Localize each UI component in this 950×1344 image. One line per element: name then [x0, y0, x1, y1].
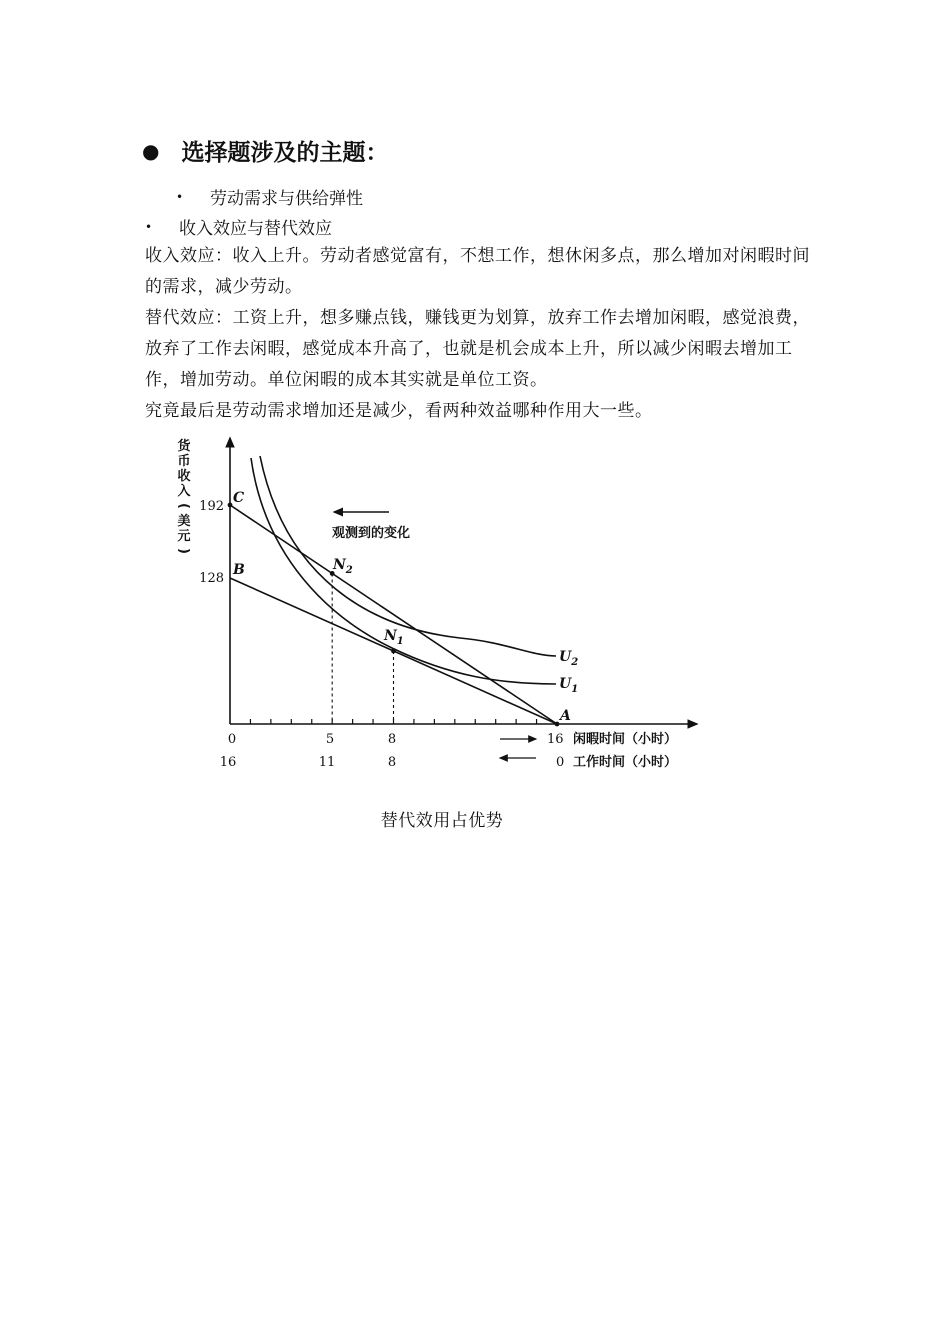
curve-label-u2: $U_2$	[559, 649, 579, 668]
list-item	[145, 214, 332, 239]
conclusion-paragraph: 究竟最后是劳动需求增加还是减少，看两种效益哪种作用大一些。	[145, 401, 653, 421]
x-tick-label-leisure: 5	[325, 732, 335, 747]
y-axis-label-char: 收	[177, 469, 191, 484]
x-tick-label-leisure: 8	[387, 732, 397, 747]
section-heading	[142, 134, 388, 167]
x-axis-label-work: 工作时间（小时）	[573, 755, 678, 770]
figure-caption: 替代效用占优势	[380, 811, 504, 831]
list-bullet: •	[145, 219, 153, 234]
list-item-text: 劳动需求与供给弹性	[210, 189, 363, 209]
point-c	[228, 503, 233, 508]
point-label-c: C	[233, 490, 245, 506]
list-bullet: •	[176, 189, 184, 204]
y-axis-label-char: 美	[177, 514, 191, 529]
point-a	[555, 722, 560, 727]
y-axis-label-char: 元	[177, 529, 191, 544]
list-item	[176, 184, 363, 209]
x-tick-label-work: 8	[387, 755, 397, 770]
point-label-b: B	[233, 562, 245, 578]
point-label-n1: $N_1$	[384, 628, 404, 647]
chart-svg	[160, 428, 720, 778]
y-tick-label: 128	[199, 571, 224, 586]
income-effect-paragraph: 收入效应：收入上升。劳动者感觉富有，不想工作，想休闲多点，那么增加对闲暇时间的需求，减少劳动。	[145, 246, 810, 297]
curve-label-u1: $U_1$	[559, 676, 579, 695]
x-tick-label-leisure: 0	[227, 732, 237, 747]
indifference-curve-u1	[251, 458, 556, 684]
y-axis-label-char: 入	[177, 484, 191, 499]
y-axis-label-char: 货	[177, 439, 191, 454]
observed-change-label: 观测到的变化	[332, 526, 411, 541]
point-n1	[391, 649, 396, 654]
indifference-curve-u2	[260, 456, 556, 656]
x-tick-label-work: 16	[219, 755, 237, 770]
heading-bullet: ●	[142, 138, 160, 163]
heading-text: 选择题涉及的主题：	[181, 140, 389, 166]
point-label-a: A	[560, 708, 571, 724]
y-axis-label-char: (	[176, 503, 191, 509]
x-tick-label-work: 11	[318, 755, 336, 770]
substitution-effect-paragraph: 替代效应：工资上升，想多赚点钱，赚钱更为划算，放弃工作去增加闲暇，感觉浪费，放弃了工作去闲暇，感觉成本升高了，也就是机会成本上升，所以减少闲暇去增加工作，增加劳动。单位闲暇的成本其实就是单位工资。	[145, 308, 810, 390]
y-axis-label-char: 币	[177, 454, 191, 469]
labor-leisure-chart	[160, 428, 720, 778]
list-item-text: 收入效应与替代效应	[179, 219, 332, 239]
y-axis-label	[176, 438, 191, 554]
x-tick-label-work: 0	[556, 755, 565, 770]
x-axis-label-leisure: 闲暇时间（小时）	[573, 732, 678, 747]
point-label-n2: $N_2$	[333, 557, 353, 576]
x-tick-label-leisure: 16	[547, 732, 564, 747]
y-axis-label-char: )	[176, 548, 191, 554]
y-tick-label: 192	[199, 499, 224, 514]
